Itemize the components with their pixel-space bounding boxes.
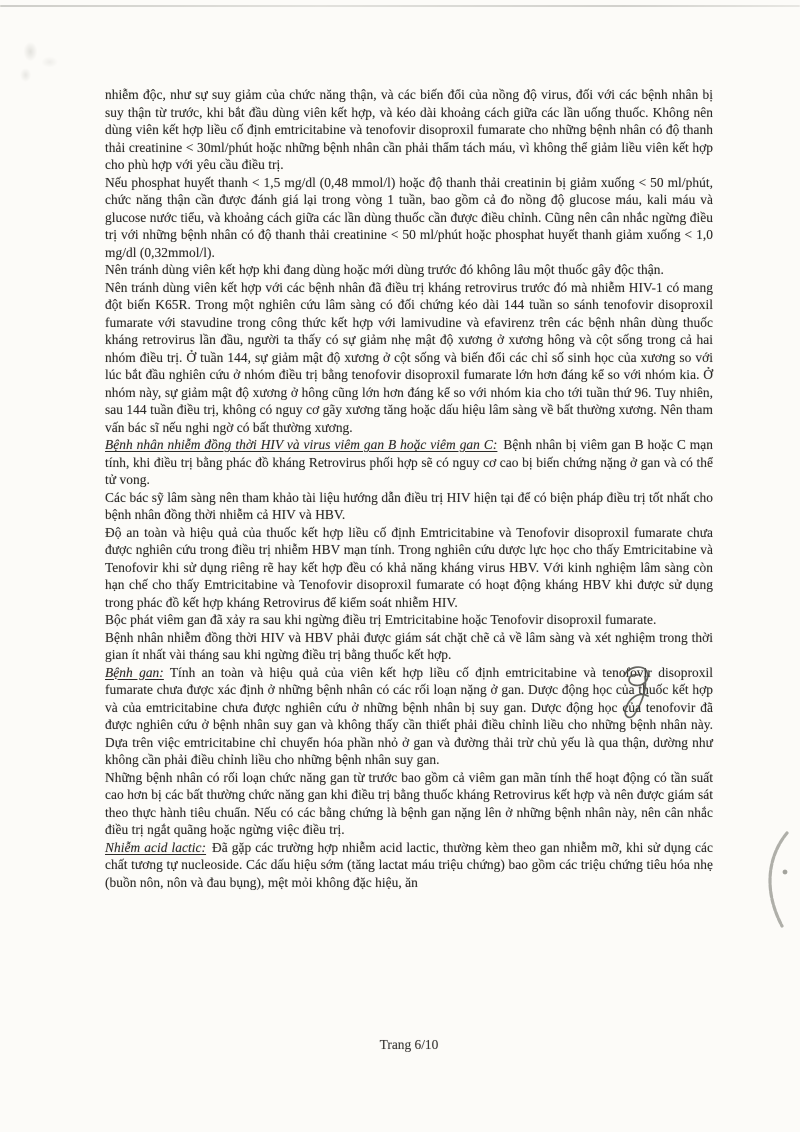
paragraph [105, 436, 713, 489]
paragraph [105, 524, 713, 612]
paragraph-text: Bệnh nhân bị viêm gan B hoặc C mạn tính, khi điều trị bằng phác đồ kháng Retrovirus phối hợp sẽ có nguy cơ cao bị biến chứng nặng ở gan và có thể tử vong. [105, 437, 713, 487]
paragraph [105, 279, 713, 437]
corner-smudge [16, 36, 64, 88]
paragraph [105, 629, 713, 664]
inline-heading-lactic-acidosis: Nhiễm acid lactic: [105, 839, 207, 855]
paragraph [105, 174, 713, 262]
paragraph [105, 489, 713, 524]
scan-edge-line [0, 5, 800, 7]
paragraph [105, 611, 713, 629]
paragraph-text: Nên tránh dùng viên kết hợp khi đang dùng hoặc mới dùng trước đó không lâu một thuốc gây độc thận. [105, 262, 664, 277]
paragraph-text: Các bác sỹ lâm sàng nên tham khảo tài liệu hướng dẫn điều trị HIV hiện tại để có biện pháp điều trị tốt nhất cho bệnh nhân đồng thời nhiễm cả HIV và HBV. [105, 489, 713, 522]
pen-squiggle-mark [614, 663, 658, 725]
inline-heading-hiv-hepatitis-coinfection: Bệnh nhân nhiễm đồng thời HIV và virus viêm gan B hoặc viêm gan C: [105, 437, 498, 452]
paragraph-text: Đã gặp các trường hợp nhiễm acid lactic, thường kèm theo gan nhiễm mỡ, khi sử dụng các chất tương tự nucleoside. Các dấu hiệu sớm (tăng lactat máu triệu chứng) bao gồm các triệu chứng tiêu hóa nhẹ (buồn nôn, nôn và đau bụng), mệt mỏi không đặc hiệu, ăn [105, 839, 713, 890]
paragraph [105, 86, 713, 174]
document-body-text [105, 86, 713, 891]
paragraph-text: Nên tránh dùng viên kết hợp với các bệnh nhân đã điều trị kháng retrovirus trước đó mà nhiễm HIV-1 có mang đột biến K65R. Trong một nghiên cứu lâm sàng có đối chứng kéo dài 144 tuần so sánh tenofovir disoproxil fumarate với stavudine trong công thức kết hợp với lamivudine và efavirenz trên các bệnh nhân dùng thuốc kháng retrovirus lần đầu, người ta thấy có sự giảm nhẹ mật độ xương ở xương hông và cột sống trong cả hai nhóm điều trị. Ở tuần 144, sự giảm mật độ xương ở cột sống và biến đổi các chỉ số sinh học của xương so với lúc bắt đầu nghiên cứu ở nhóm điều trị bằng tenofovir disoproxil fumarate lớn hơn đáng kể so với nhóm kia. Ở nhóm này, sự giảm mật độ xương ở hông cũng lớn hơn đáng kể so với nhóm kia cho tới tuần thứ 96. Tuy nhiên, sau 144 tuần điều trị, không có nguy cơ gãy xương tăng hoặc dấu hiệu lâm sàng về bất thường xương. Nên tham vấn bác sĩ nếu nghi ngờ có bất thường xương. [105, 279, 713, 435]
paragraph-text: nhiễm độc, như sự suy giảm của chức năng thận, và các biến đổi của nồng độ virus, đối với các bệnh nhân bị suy thận từ trước, khi bắt đầu dùng viên kết hợp, và kéo dài khoảng cách giữa các lần uống thuốc. Không nên dùng viên kết hợp liều cố định emtricitabine và tenofovir disoproxil fumarate cho những bệnh nhân có độ thanh thải creatinine < 30ml/phút hoặc những bệnh nhân cần phải thẩm tách máu, vì không thể giảm liều viên kết hợp cho phù hợp với yêu cầu điều trị. [105, 87, 713, 172]
edge-curve-mark [748, 828, 796, 932]
paragraph [105, 839, 713, 892]
paragraph-text: Bệnh nhân nhiễm đồng thời HIV và HBV phải được giám sát chặt chẽ cả về lâm sàng và xét nghiệm trong thời gian ít nhất vài tháng sau khi ngừng điều trị bằng thuốc kết hợp. [105, 629, 713, 662]
paragraph [105, 261, 713, 279]
paragraph-text: Độ an toàn và hiệu quả của thuốc kết hợp liều cố định Emtricitabine và Tenofovir disoproxil fumarate chưa được nghiên cứu trong điều trị nhiễm HBV mạn tính. Trong nghiên cứu dược lực học cho thấy Emtricitabine và Tenofovir khi sử dụng riêng rẽ hay kết hợp đều có khả năng kháng virus HBV. Với kinh nghiệm lâm sàng còn hạn chế cho thấy Emtricitabine và Tenofovir disoproxil fumarate có hoạt động kháng HBV khi được sử dụng trong phác đồ kết hợp kháng Retrovirus để kiểm soát nhiễm HIV. [105, 524, 713, 610]
paragraph-text: Tính an toàn và hiệu quả của viên kết hợp liều cố định emtricitabine và tenofovir disoproxil fumarate chưa được xác định ở những bệnh nhân có các rối loạn nặng ở gan. Dược động học của thuốc kết hợp và của emtricitabine chưa được nghiên cứu ở những bệnh nhân bị suy gan. Dược động học của tenofovir đã được nghiên cứu ở bệnh nhân suy gan và không thấy cần thiết phải điều chỉnh liều cho những bệnh nhân này. Dựa trên việc emtricitabine chỉ chuyển hóa phần nhỏ ở gan và đường thải trừ chủ yếu là qua thận, dường như không cần phải điều chỉnh liều cho những bệnh nhân suy gan. [105, 664, 714, 767]
paragraph-text: Nếu phosphat huyết thanh < 1,5 mg/dl (0,48 mmol/l) hoặc độ thanh thải creatinin bị giảm xuống < 50 ml/phút, chức năng thận cần được đánh giá lại trong vòng 1 tuần, bao gồm cả đo nồng độ glucose máu, kali máu và glucose nước tiểu, và khoảng cách giữa các lần dùng thuốc cần được điều chỉnh. Cũng nên cân nhắc ngừng điều trị với những bệnh nhân có độ thanh thải creatinine < 50 ml/phút hoặc phosphat huyết thanh giảm xuống < 1,0 mg/dl (0,32mmol/l). [105, 174, 713, 260]
inline-heading-liver-disease: Bệnh gan: [105, 664, 164, 680]
paragraph-text: Những bệnh nhân có rối loạn chức năng gan từ trước bao gồm cả viêm gan mãn tính thể hoạt động có tần suất cao hơn bị các bất thường chức năng gan khi điều trị bằng thuốc kháng Retrovirus kết hợp và nên được giám sát theo thực hành tiêu chuẩn. Nếu có các bằng chứng là bệnh gan nặng lên ở những bệnh nhân này, nên cân nhắc điều trị ngắt quãng hoặc ngừng việc điều trị. [105, 769, 713, 837]
paragraph-text: Bộc phát viêm gan đã xảy ra sau khi ngừng điều trị Emtricitabine hoặc Tenofovir disoproxil fumarate. [105, 612, 657, 627]
page-number: Trang 6/10 [379, 1037, 439, 1052]
paragraph [105, 769, 713, 839]
